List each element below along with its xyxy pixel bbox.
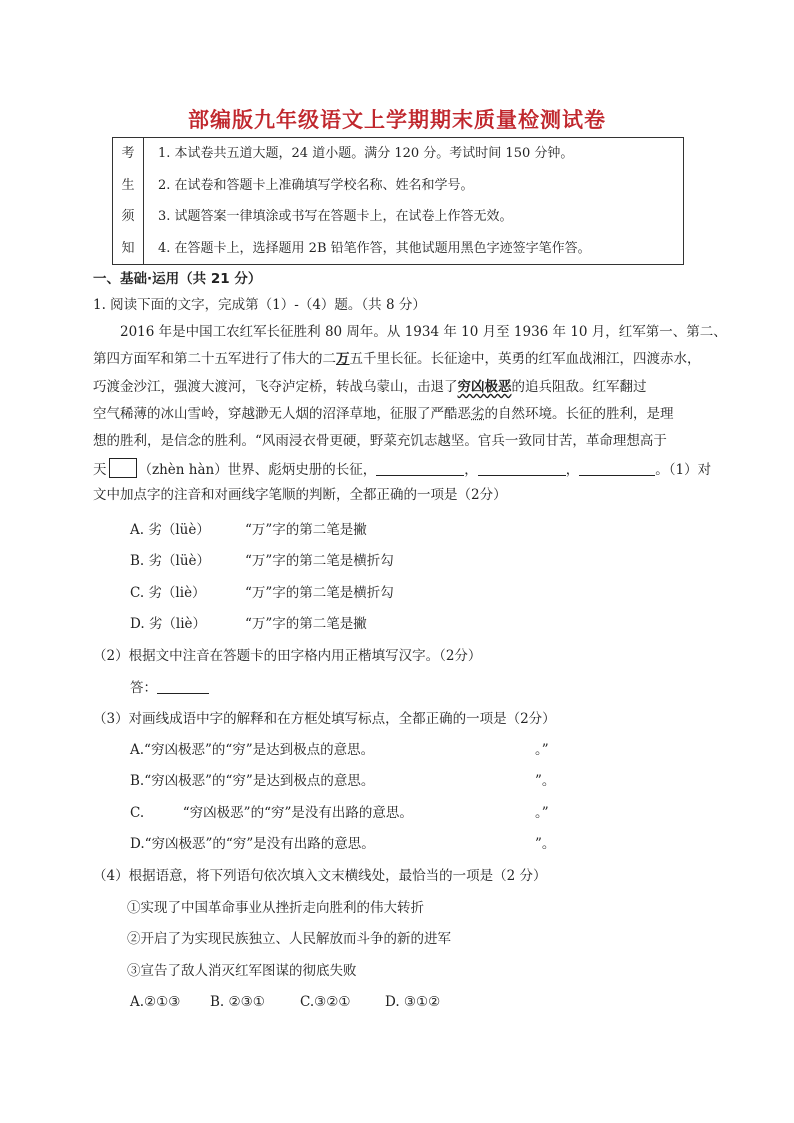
- q2-answer-line: [130, 678, 209, 698]
- q4-sentence: ③宣告了敌人消灭红军图谋的彻底失败: [127, 963, 357, 979]
- passage-line: [93, 458, 711, 480]
- passage-text: 空气稀薄的冰山雪岭，穿越渺无人烟的沼泽草地，征服了严酷恶: [93, 406, 471, 422]
- option-text: A.“穷凶极恶”的“穷”是达到极点的意思。: [130, 742, 375, 758]
- option-punct: ”。: [535, 773, 556, 789]
- passage-line: 文中加点字的注音和对画线字笔顺的判断，全都正确的一项是（2分）: [93, 487, 507, 503]
- q4-option[interactable]: B. ②③①: [210, 994, 265, 1010]
- option-punct: 。”: [535, 742, 549, 758]
- q1-option[interactable]: [130, 520, 367, 540]
- passage-text: 。（1）对: [655, 462, 712, 478]
- answer-label: 答：: [130, 680, 157, 696]
- option-punct: ”。: [535, 836, 556, 852]
- passage-line: 想的胜利，是信念的胜利。“风雨浸衣骨更硬，野菜充饥志越坚。官兵一致同甘苦，革命理想高于: [93, 433, 667, 449]
- passage-line: [93, 377, 647, 397]
- q3-option[interactable]: [130, 771, 555, 791]
- passage-text: ，: [565, 462, 580, 478]
- q4-option[interactable]: D. ③①②: [385, 994, 441, 1010]
- notice-side-label: [113, 138, 144, 265]
- question-2: （2）根据文中注音在答题卡的田字格内用正楷填写汉字。（2分）: [93, 648, 482, 664]
- notice-side-char: 生: [121, 177, 135, 193]
- passage-text: 的追兵阻敌。红军翻过: [511, 379, 647, 395]
- notice-item: 2. 在试卷和答题卡上准确填写学校名称、姓名和学号。: [158, 177, 474, 193]
- passage-line: 2016 年是中国工农红军长征胜利 80 周年。从 1934 年 10 月至 1936 年 10 月，红军第一、第二、: [120, 324, 727, 340]
- notice-side-char: 知: [121, 240, 135, 256]
- q4-sentence: ②开启了为实现民族独立、人民解放而斗争的新的进军: [127, 931, 451, 947]
- passage-text: （zhèn hàn）世界、彪炳史册的长征，: [138, 462, 377, 478]
- passage-text: 的自然环境。长征的胜利，是理: [484, 406, 674, 422]
- q4-option[interactable]: C.③②①: [300, 994, 351, 1010]
- passage-text: 天: [93, 462, 107, 478]
- notice-item: 3. 试题答案一律填涂或书写在答题卡上，在试卷上作答无效。: [158, 209, 513, 224]
- fill-blank[interactable]: [376, 461, 464, 476]
- passage-line: [93, 404, 674, 424]
- option-key: C. 劣（liè）: [130, 585, 206, 601]
- q4-options: [130, 992, 440, 1012]
- notice-side-char: 考: [121, 146, 135, 161]
- notice-side-char: 须: [121, 209, 135, 224]
- q1-option[interactable]: [130, 614, 367, 634]
- question-3: （3）对画线成语中字的解释和在方框处填写标点，全都正确的一项是（2分）: [93, 711, 556, 727]
- option-text: “万”字的第二笔是横折勾: [245, 585, 394, 601]
- option-key: D. 劣（liè）: [130, 616, 207, 632]
- notice-items: [144, 138, 684, 265]
- passage-text: 巧渡金沙江，强渡大渡河，飞夺泸定桥，转战乌蒙山，击退了: [93, 379, 458, 395]
- q4-sentence: ①实现了中国革命事业从挫折走向胜利的伟大转折: [127, 900, 424, 916]
- q1-option[interactable]: [130, 583, 394, 603]
- notice-item: 1. 本试卷共五道大题，24 道小题。满分 120 分。考试时间 150 分钟。: [158, 146, 574, 161]
- option-text: D.“穷凶极恶”的“穷”是没有出路的意思。: [130, 836, 375, 852]
- q4-option[interactable]: A.②①③: [130, 994, 181, 1010]
- notice-item: 4. 在答题卡上，选择题用 2B 铅笔作答，其他试题用黑色字迹签字笔作答。: [158, 240, 591, 256]
- question-4: （4）根据语意，将下列语句依次填入文末横线处，最恰当的一项是（2 分）: [93, 868, 547, 884]
- passage-text: 第四方面军和第二十五军进行了伟大的二: [93, 351, 336, 367]
- fill-blank[interactable]: [579, 461, 655, 476]
- option-punct: 。”: [535, 805, 549, 821]
- idiom-underlined: 穷凶极恶: [457, 379, 512, 395]
- underlined-character: 万: [336, 351, 350, 367]
- option-text: B.“穷凶极恶”的“穷”是达到极点的意思。: [130, 773, 375, 789]
- option-key: A. 劣（lüè）: [130, 522, 210, 538]
- dotted-character: 劣: [471, 406, 485, 422]
- passage-line: [93, 349, 701, 369]
- punctuation-box[interactable]: [109, 458, 137, 478]
- exam-title: 部编版九年级语文上学期期末质量检测试卷: [188, 108, 606, 132]
- q3-option[interactable]: [130, 803, 549, 823]
- fill-blank[interactable]: [478, 461, 566, 476]
- q3-option[interactable]: [130, 740, 549, 760]
- option-text: “万”字的第二笔是撇: [245, 616, 367, 632]
- option-text: C. “穷凶极恶”的“穷”是没有出路的意思。: [130, 805, 413, 821]
- answer-blank[interactable]: [157, 679, 209, 694]
- notice-table: [112, 137, 684, 265]
- option-key: B. 劣（lüè）: [130, 553, 211, 569]
- q3-option[interactable]: [130, 834, 555, 854]
- question-1-intro: 1. 阅读下面的文字，完成第（1）-（4）题。（共 8 分）: [93, 297, 426, 313]
- passage-text: ，: [464, 462, 478, 478]
- option-text: “万”字的第二笔是横折勾: [245, 553, 394, 569]
- q1-option[interactable]: [130, 551, 394, 571]
- option-text: “万”字的第二笔是撇: [245, 522, 367, 538]
- section-heading: 一、基础·运用（共 21 分）: [93, 271, 262, 287]
- passage-text: 五千里长征。长征途中，英勇的红军血战湘江，四渡赤水，: [349, 351, 701, 367]
